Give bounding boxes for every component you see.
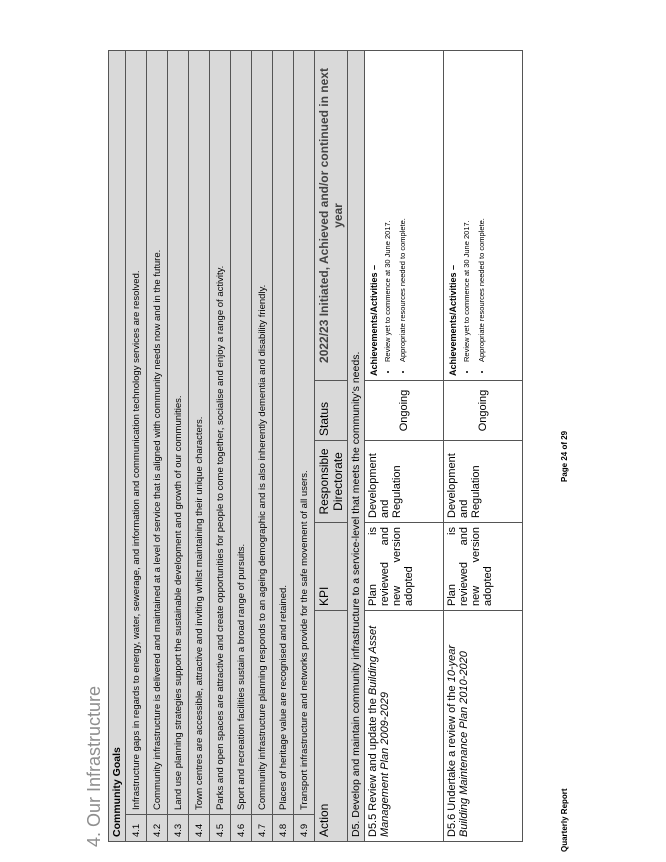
section-title: 4. Our Infrastructure [84, 685, 104, 847]
goal-number: 4.8 [273, 815, 294, 842]
kpi-cell: Plan is reviewed and new version adopted [444, 523, 523, 611]
goal-text: Transport infrastructure and networks provide for the safe movement of all users. [294, 51, 315, 815]
col-directorate-header: Responsible Directorate [315, 441, 348, 523]
goal-text: Infrastructure gaps in regards to energy, water, sewerage, and information and communication technology services are resolved. [126, 51, 147, 815]
goal-text: Parks and open spaces are attractive and create opportunities for people to come together, socialise and enjoy a range of activity. [210, 51, 231, 815]
action-prefix: D5.5 Review and update the [367, 695, 379, 837]
achievements-list [383, 55, 407, 376]
action-cell [365, 611, 444, 842]
goal-row [273, 51, 294, 842]
goal-row [168, 51, 189, 842]
goal-number: 4.5 [210, 815, 231, 842]
kpi-cell: Plan is reviewed and new version adopted [365, 523, 444, 611]
directorate-cell: Development and Regulation [444, 441, 523, 523]
action-row [365, 51, 444, 842]
goals-heading: Community Goals [109, 51, 126, 842]
achievements-list [462, 55, 486, 376]
objective-row [348, 51, 365, 842]
goal-text: Community infrastructure is delivered and maintained at a level of service that is aligned with community needs now and in the future. [147, 51, 168, 815]
goal-row [147, 51, 168, 842]
goal-row [231, 51, 252, 842]
goal-row [126, 51, 147, 842]
goal-number: 4.4 [189, 815, 210, 842]
objective-text: D5. Develop and maintain community infrastructure to a service-level that meets the community’s needs. [348, 51, 365, 842]
goal-number: 4.3 [168, 815, 189, 842]
goal-text: Sport and recreation facilities sustain a broad range of pursuits. [231, 51, 252, 815]
action-prefix: D5.6 Undertake a review of the [446, 682, 458, 837]
action-plan-name: 10-year Building Maintenance Plan 2010-2020 [446, 645, 470, 837]
plan-table [108, 50, 523, 842]
goal-text: Town centres are accessible, attractive and inviting whilst maintaining their unique characters. [189, 51, 210, 815]
achievements-cell [444, 51, 523, 381]
goal-text: Places of heritage value are recognised and retained. [273, 51, 294, 815]
directorate-cell: Development and Regulation [365, 441, 444, 523]
col-achieved-header: 2022/23 Initiated, Achieved and/or continued in next year [315, 51, 348, 381]
achievement-bullet: • Appropriate resources needed to complete. [477, 55, 486, 362]
achievements-heading: Achievements/Activities – [369, 264, 379, 376]
col-kpi-header: KPI [315, 523, 348, 611]
goal-row [210, 51, 231, 842]
status-cell: Ongoing [365, 381, 444, 441]
goal-row [294, 51, 315, 842]
achievements-heading: Achievements/Activities – [448, 264, 458, 376]
achievement-bullet: • Review yet to commence at 30 June 2017. [383, 55, 392, 362]
status-cell: Ongoing [444, 381, 523, 441]
goal-number: 4.7 [252, 815, 273, 842]
goal-number: 4.2 [147, 815, 168, 842]
goal-row [189, 51, 210, 842]
action-row [444, 51, 523, 842]
achievements-cell [365, 51, 444, 381]
action-cell [444, 611, 523, 842]
footer-page-number: Page 24 of 29 [560, 430, 569, 482]
col-action-header: Action [315, 611, 348, 842]
achievement-bullet: • Review yet to commence at 30 June 2017. [462, 55, 471, 362]
goal-text: Community infrastructure planning responds to an ageing demographic and is also inherently dementia and disability friendly. [252, 51, 273, 815]
column-header-row [315, 51, 348, 842]
goal-number: 4.1 [126, 815, 147, 842]
col-status-header: Status [315, 381, 348, 441]
goals-heading-row [109, 51, 126, 842]
goal-number: 4.9 [294, 815, 315, 842]
action-plan-name: Building Asset Management Plan 2009-2029 [367, 625, 391, 837]
goal-text: Land use planning strategies support the sustainable development and growth of our communities. [168, 51, 189, 815]
achievement-bullet: • Appropriate resources needed to complete. [398, 55, 407, 362]
footer-report-name: Quarterly Report [560, 788, 569, 852]
goal-number: 4.6 [231, 815, 252, 842]
goal-row [252, 51, 273, 842]
